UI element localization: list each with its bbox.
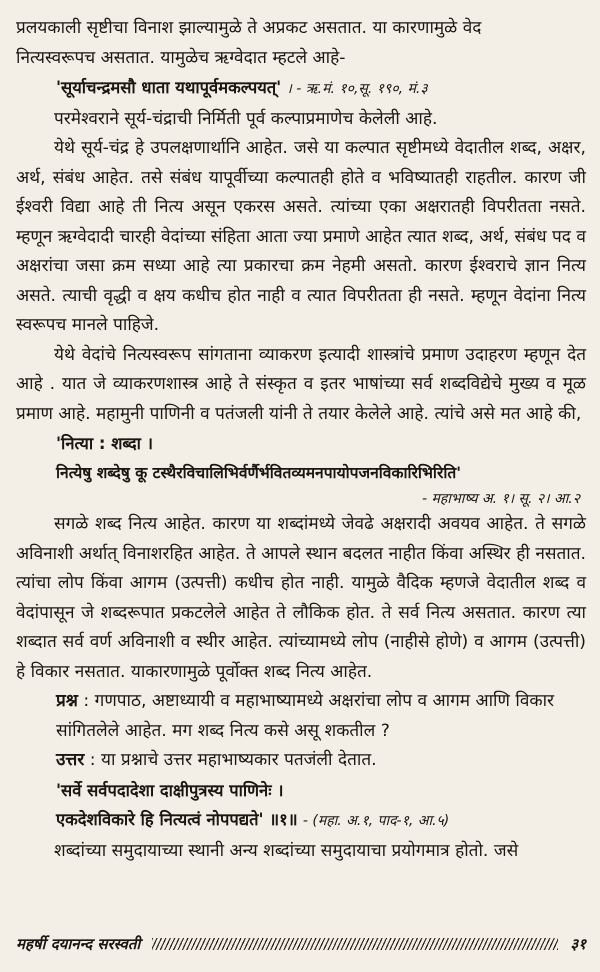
footer-author: महर्षी दयानन्द सरस्वती bbox=[16, 935, 141, 953]
panini-quote-2-text: एकदेशविकारे हि नित्यत्वं नोपपद्यते' ॥१॥ bbox=[56, 810, 298, 829]
answer-line bbox=[16, 746, 586, 776]
page-footer bbox=[16, 931, 586, 957]
question-text: : गणपाठ, अष्टाध्यायी व महाभाष्यामध्ये अक्षरांचा लोप व आगम आणि विकार bbox=[83, 691, 555, 711]
answer-text: : या प्रश्नाचे उत्तर महाभाष्यकार पतजंली देतात. bbox=[89, 750, 377, 770]
paragraph-2: येथे सूर्य-चंद्र हे उपलक्षणार्थानि आहेत. जसे या कल्पात सृष्टीमध्ये वेदातील शब्द, अक्षर, अर्थ, संबंध आहेत. तसे संबंध यापूर्वीच्या कल्पातही होते व भविष्यातही राहतील. कारण जी ईश्वरी विद्या आहे ती नित्य असून एकरस असते. त्यांच्या एका अक्षरातही विपरीतता नसते. म्हणून ऋग्वेदादी चारही वेदांच्या संहिता आता ज्या प्रमाणे आहेत त्यात शब्द, अर्थ, संबंध पद व अक्षरांचा जसा क्रम सध्या आहे त्या प्रकारचा क्रम नेहमी असतो. कारण ईश्वराचे ज्ञान नित्य असते. त्याची वृद्धी व क्षय कधीच होत नाही व त्यात विपरीतता ही नसते. म्हणून वेदांना नित्य स्वरूपच मानले पाहिजे. bbox=[16, 138, 586, 335]
question-line-1 bbox=[16, 687, 586, 717]
question-line-2: सांगितलेले आहेत. मग शब्द नित्य कसे असू शकतील ? bbox=[56, 720, 390, 741]
intro-line-1: प्रलयकाली सृष्टीचा विनाश झाल्यामुळे ते अप्रकट असतात. या कारणामुळे वेद bbox=[16, 18, 482, 38]
intro-line-2: नित्यस्वरूपच असतात. यामुळेच ऋग्वेदात म्हटले आहे- bbox=[16, 47, 346, 68]
nitya-quote-text: 'नित्या : शब्दा । bbox=[56, 434, 153, 453]
mahabhashya-quote bbox=[16, 459, 586, 489]
paragraph-3: येथे वेदांचे नित्यस्वरूप सांगताना व्याकरण इत्यादी शास्त्रांचे प्रमाण उदाहरण म्हणून देत आहे . यात जे व्याकरणशास्त्र आहे ते संस्कृत व इतर भाषांच्या सर्व शब्दविद्येचे मुख्य व मूळ प्रमाण आहे. महामुनी पाणिनी व पतंजली यांनी ते तयार केलेले आहे. त्यांचे असे मत आहे की, bbox=[16, 344, 586, 424]
page-number: ३१ bbox=[570, 935, 586, 953]
footer-hatched-rule bbox=[152, 938, 558, 950]
paragraph-1: परमेश्वराने सूर्य-चंद्राची निर्मिती पूर्व कल्पाप्रमाणेच केलेली आहे. bbox=[54, 108, 438, 129]
nitya-quote bbox=[16, 429, 586, 459]
mahabhashya-quote-text: नित्येषु शब्देषु कू टस्थैरविचालिभिर्वर्णैर्भवितव्यमनपायोपजनविकारिभिरिति' bbox=[56, 463, 462, 482]
panini-quote-2 bbox=[16, 805, 586, 837]
panini-quote-2-ref: - (महा. अ.१, पाद-१, आ.५) bbox=[302, 813, 450, 829]
rigveda-quote-ref: । - ऋ.मं. १०,सू. १९०, मं.३ bbox=[286, 81, 428, 97]
panini-quote-1-text: 'सर्वे सर्वपदादेशा दाक्षीपुत्रस्य पाणिनेः । bbox=[56, 780, 284, 800]
rigveda-quote bbox=[16, 73, 586, 105]
answer-label: उत्तर bbox=[56, 750, 85, 770]
paragraph-5: शब्दांच्या समुदायाच्या स्थानी अन्य शब्दांच्या समुदायाचा प्रयोगमात्र होतो. जसे bbox=[54, 840, 519, 861]
mahabhashya-ref: - महाभाष्य अ. १। सू. २। आ.२ bbox=[421, 491, 580, 507]
panini-quote-1 bbox=[16, 776, 586, 806]
rigveda-quote-text: 'सूर्याचन्द्रमसौ धाता यथापूर्वमकल्पयत्' bbox=[56, 78, 282, 97]
paragraph-4: सगळे शब्द नित्य आहेत. कारण या शब्दांमध्ये जेवढे अक्षरादी अवयव आहेत. ते सगळे अविनाशी अर्थात् विनाशरहित आहेत. ते आपले स्थान बदलत नाहीत किंवा अस्थिर ही नसतात. त्यांचा लोप किंवा आगम (उत्पत्ती) कधीच होत नाही. यामुळे वैदिक म्हणजे वेदातील शब्द व वेदांपासून जे शब्दरूपात प्रकटलेले आहेत ते लौकिक होत. ते सर्व नित्य असतात. कारण त्या शब्दात सर्व वर्ण अविनाशी व स्थीर आहेत. त्यांच्यामध्ये लोप (नाहीसे होणे) व आगम (उत्पत्ती) हे विकार नसतात. याकारणामुळे पूर्वोक्त शब्द नित्य आहेत. bbox=[16, 514, 586, 682]
question-label: प्रश्न bbox=[56, 691, 78, 711]
